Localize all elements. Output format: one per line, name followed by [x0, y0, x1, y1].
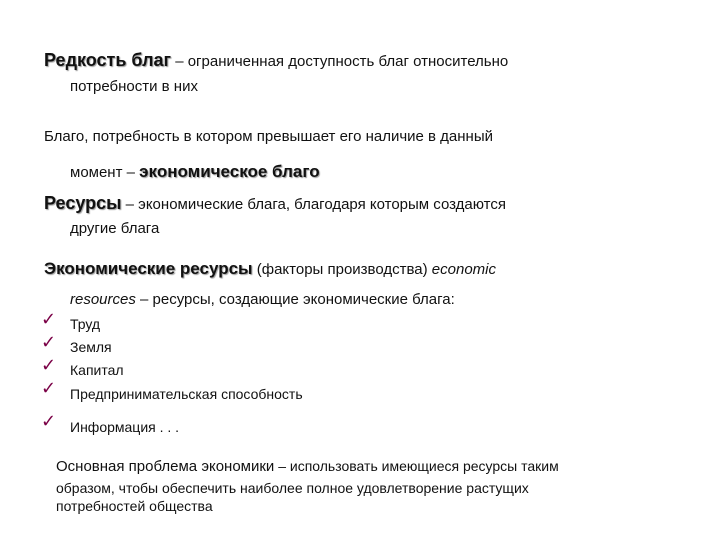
scarcity-definition: – ограниченная доступность благ относительно	[171, 53, 509, 70]
economic-good-prefix: момент –	[70, 164, 140, 181]
scarcity-definition-cont: потребности в них	[70, 78, 198, 95]
list-item-entrepreneurship: Предпринимательская способность	[70, 386, 303, 402]
checkmark-icon: ✓	[41, 378, 57, 399]
main-problem-definition: – использовать имеющиеся ресурсы таким	[274, 458, 559, 474]
list-item-information: Информация . . .	[70, 419, 180, 435]
economic-resources-line	[44, 259, 496, 279]
economic-resources-term: Экономические ресурсы	[44, 259, 253, 278]
economic-resources-line-2	[70, 291, 455, 309]
resources-definition-line	[44, 193, 506, 214]
main-problem-cont-1: образом, чтобы обеспечить наиболее полное удовлетворение растущих	[56, 480, 529, 496]
scarcity-definition-line	[44, 50, 508, 71]
resources-term: Ресурсы	[44, 193, 122, 213]
main-problem-cont-2: потребностей общества	[56, 498, 213, 514]
economic-resources-definition: – ресурсы, создающие экономические блага:	[135, 291, 455, 308]
main-problem-term: Основная проблема экономики	[56, 458, 275, 475]
resources-definition: – экономические блага, благодаря которым создаются	[121, 196, 507, 213]
list-item-capital: Капитал	[70, 362, 124, 378]
economic-english: economic	[431, 261, 496, 278]
economic-good-line	[70, 162, 320, 182]
economic-good-term: экономическое благо	[139, 162, 320, 181]
resources-english: resources	[70, 291, 136, 308]
checkmark-icon: ✓	[41, 411, 57, 432]
checkmark-icon: ✓	[41, 332, 57, 353]
scarcity-term: Редкость благ	[44, 50, 172, 70]
list-item-land: Земля	[70, 339, 112, 355]
checkmark-icon: ✓	[41, 309, 57, 330]
factors-of-production: (факторы производства)	[252, 261, 432, 278]
economic-good-definition: Благо, потребность в котором превышает его наличие в данный	[44, 128, 493, 145]
list-item-labor: Труд	[70, 316, 101, 332]
resources-definition-cont: другие блага	[70, 220, 160, 237]
main-problem-line	[56, 458, 559, 476]
checkmark-icon: ✓	[41, 355, 57, 376]
